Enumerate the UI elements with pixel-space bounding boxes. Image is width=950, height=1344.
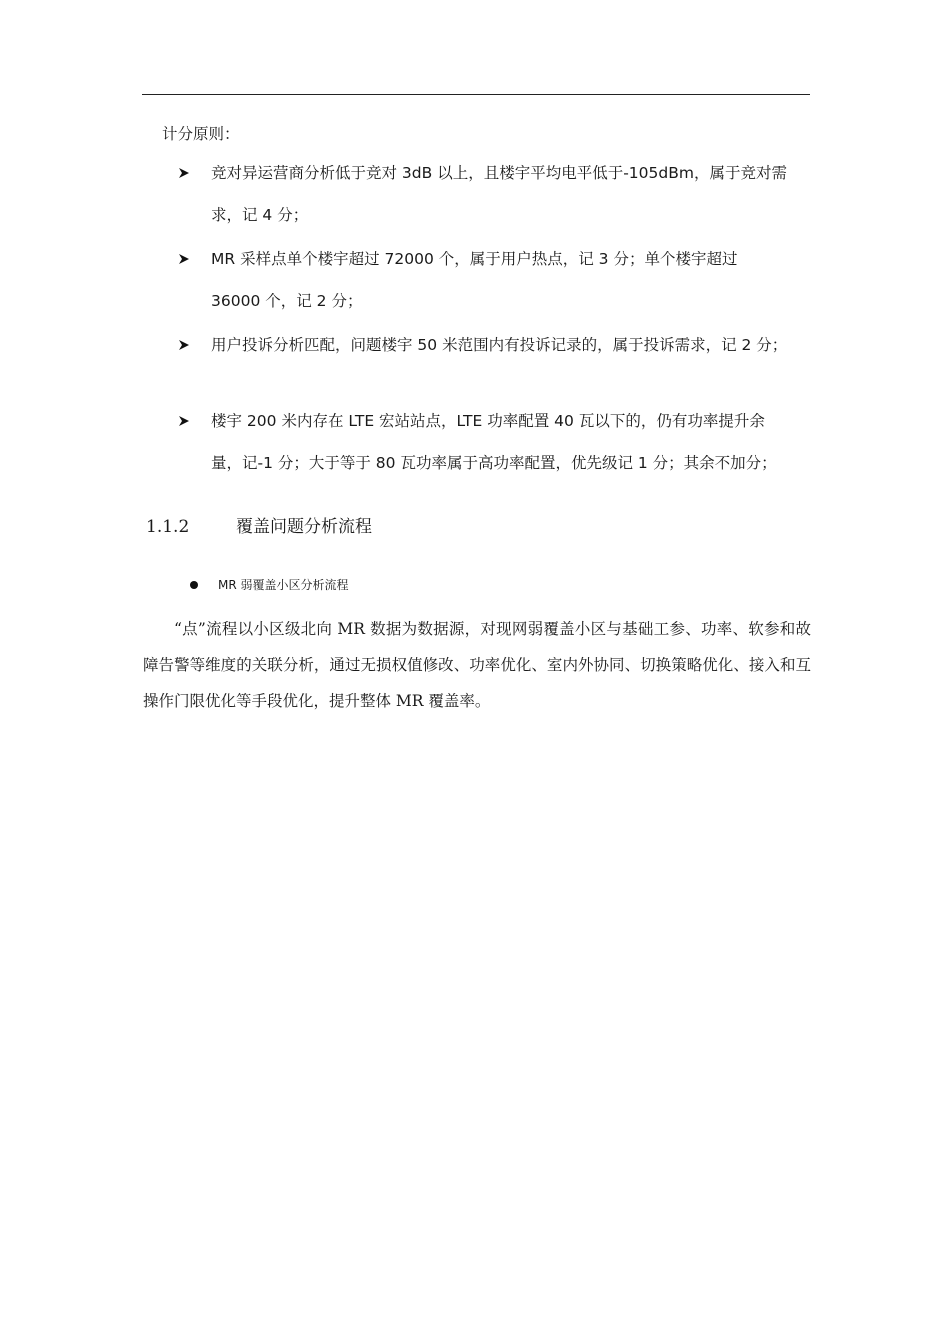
list-item-text: 用户投诉分析匹配，问题楼宇 50 米范围内有投诉记录的，属于投诉需求，记 2 分； <box>211 336 788 354</box>
body-paragraph: “点”流程以小区级北向 MR 数据为数据源，对现网弱覆盖小区与基础工参、功率、软参和故障告警等维度的关联分析，通过无损权值修改、功率优化、室内外协同、切换策略优化、接入和互操作门限优化等手段优化，提升整体 MR 覆盖率。 <box>143 620 811 710</box>
dot-bullet-icon <box>190 581 198 589</box>
arrow-bullet-icon <box>178 152 192 194</box>
list-item <box>176 238 816 324</box>
intro-label: 计分原则： <box>162 125 240 143</box>
list-item <box>176 324 816 400</box>
sub-bullet <box>190 575 349 595</box>
list-item-text: 竞对异运营商分析低于竞对 3dB 以上，且楼宇平均电平低于-105dBm，属于竞对需求，记 4 分； <box>211 164 787 224</box>
sub-bullet-text: MR 弱覆盖小区分析流程 <box>218 578 349 592</box>
header-rule <box>142 94 810 95</box>
list-item <box>176 152 816 238</box>
section-heading <box>146 514 372 540</box>
list-item-text: 楼宇 200 米内存在 LTE 宏站站点，LTE 功率配置 40 瓦以下的，仍有功率提升余量，记-1 分；大于等于 80 瓦功率属于高功率配置，优先级记 1 分；其余不加分； <box>211 412 777 472</box>
section-number: 1.1.2 <box>146 517 190 537</box>
arrow-bullet-icon <box>178 400 192 442</box>
arrow-bullet-icon <box>178 324 192 366</box>
arrow-bullet-icon <box>178 238 192 280</box>
section-title: 覆盖问题分析流程 <box>236 517 372 537</box>
list-item-text: MR 采样点单个楼宇超过 72000 个，属于用户热点，记 3 分；单个楼宇超过 36000 个，记 2 分； <box>211 250 738 310</box>
scoring-rules-list <box>176 152 816 486</box>
list-item <box>176 400 816 486</box>
